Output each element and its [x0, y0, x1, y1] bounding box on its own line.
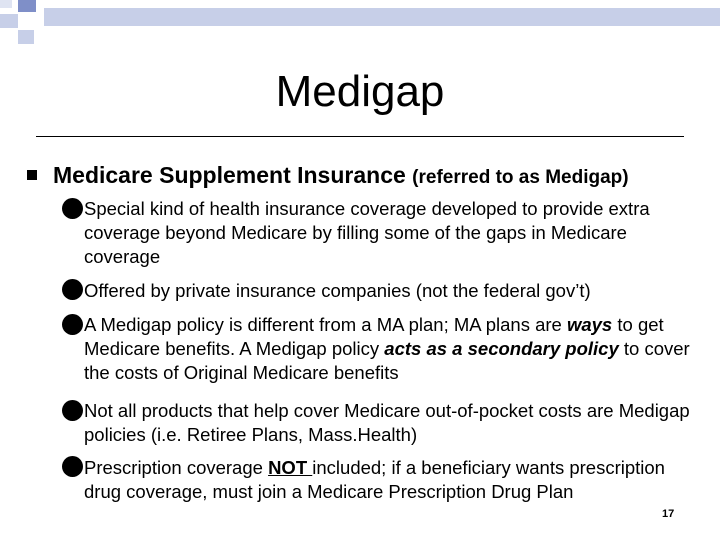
square-bullet-icon: [27, 170, 37, 180]
main-heading: [53, 160, 629, 193]
bullet-text: to cover the costs of Original Medicare benefits: [84, 338, 690, 383]
bullet-item: [84, 197, 704, 269]
heading-main-text: Medicare Supplement Insurance: [53, 162, 406, 188]
bullet-text: A Medigap policy is different from a MA plan; MA plans are: [84, 314, 567, 335]
bullet-emphasis: ways: [566, 314, 613, 335]
bullet-text: Not all products that help cover Medicare out-of-pocket costs are Medigap policies (i.e. Retiree Plans, Mass.Health): [84, 400, 690, 445]
bullet-item: [84, 456, 704, 504]
bullet-dot-icon: [62, 400, 83, 421]
bullet-emphasis: acts as a secondary policy: [384, 338, 619, 359]
bullet-dot-icon: [62, 456, 83, 477]
heading-parenthetical: (referred to as Medigap): [412, 167, 629, 188]
corner-decoration: [0, 0, 720, 50]
title-divider: [36, 136, 684, 137]
bullet-text: Special kind of health insurance coverage developed to provide extra coverage beyond Medicare by filling some of the gaps in Medicare coverage: [84, 198, 650, 267]
bullet-item: [84, 399, 704, 447]
bullet-text: Offered by private insurance companies (not the federal gov’t): [84, 280, 591, 301]
bullet-dot-icon: [62, 198, 83, 219]
bullet-dot-icon: [62, 279, 83, 300]
bullet-emphasis: NOT: [268, 457, 313, 478]
bullet-text: Prescription coverage: [84, 457, 269, 478]
bullet-text: included; if a beneficiary wants prescription drug coverage, must join a Medicare Prescription Drug Plan: [84, 457, 665, 502]
page-number: 17: [662, 508, 675, 520]
bullet-item: [84, 313, 704, 385]
bullet-dot-icon: [62, 314, 83, 335]
bullet-text: to get Medicare benefits. A Medigap policy: [84, 314, 664, 359]
slide-title: Medigap: [275, 67, 445, 116]
bullet-item: [84, 279, 704, 303]
